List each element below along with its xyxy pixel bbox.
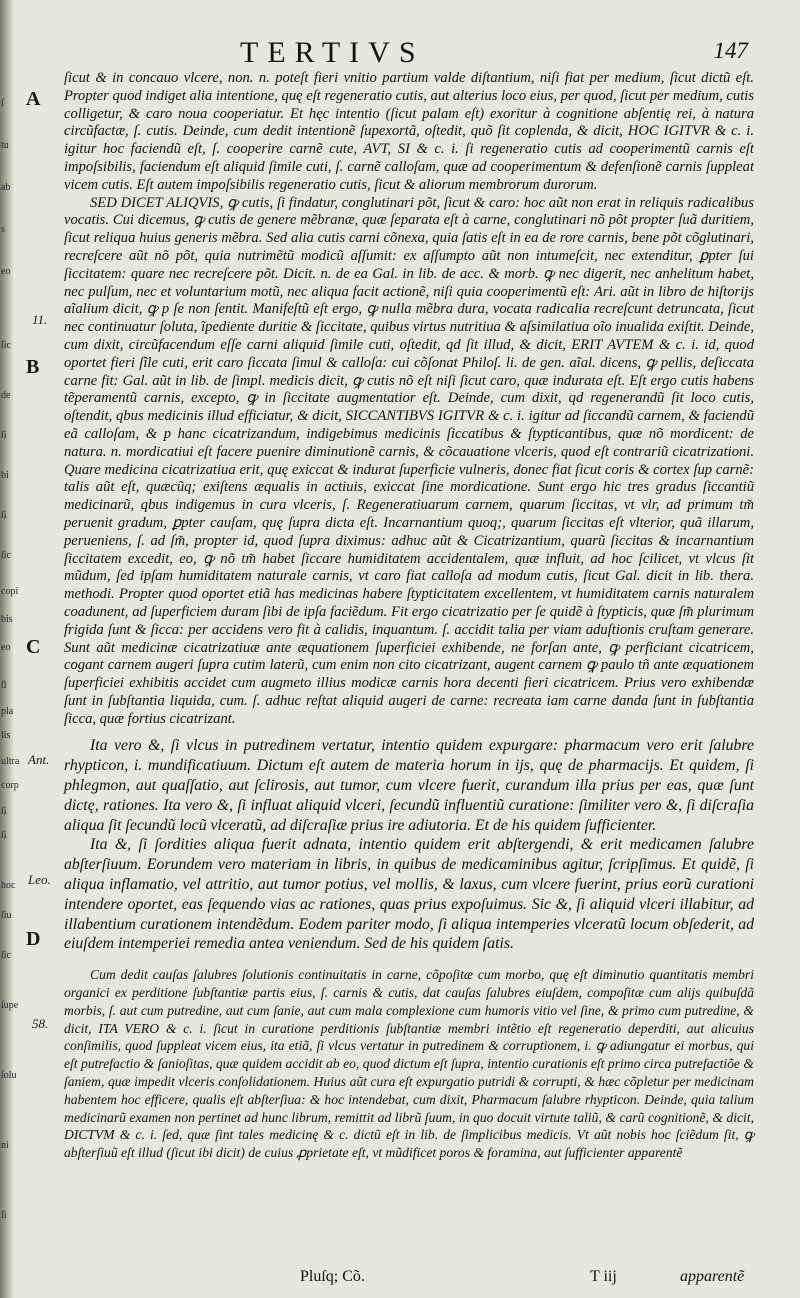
bleed-fragment: pla — [1, 706, 14, 717]
margin-note-ant: Ant. — [28, 752, 50, 767]
bleed-fragment: ſl — [1, 680, 7, 691]
margin-note-11: 11. — [32, 312, 48, 327]
bleed-fragment: hoc — [1, 880, 16, 891]
bleed-fragment: lis — [1, 730, 11, 741]
bleed-fragment: ſic — [1, 340, 11, 351]
margin-letter-c: C — [26, 636, 41, 658]
page-header — [0, 30, 800, 70]
margin-letter-b: B — [26, 356, 40, 378]
bleed-fragment: copi — [1, 586, 19, 597]
bleed-fragment: ſi — [1, 1210, 7, 1221]
bleed-fragment: ni — [1, 1140, 9, 1151]
running-title: TERTIVS — [240, 36, 425, 69]
bleed-fragment: ſupe — [1, 1000, 19, 1011]
page-footer — [0, 1268, 800, 1294]
bleed-fragment: tu — [1, 140, 9, 151]
margin-letter-a: A — [26, 88, 41, 110]
margin-letter-d: D — [26, 928, 41, 950]
bleed-fragment: eo — [1, 266, 11, 277]
bleed-fragment: ab — [1, 182, 11, 193]
bleed-fragment: ſic — [1, 550, 11, 561]
bleed-fragment: ſiu — [1, 910, 12, 921]
signature-mark: T iij — [590, 1268, 617, 1285]
bleed-fragment: corp — [1, 780, 19, 791]
bleed-fragment: eo — [1, 642, 11, 653]
galen-text-paragraph-1: Ita vero &, ſi vlcus in putredinem vertatur, intentio quidem expurgare: pharmacum vero erit ſalubre rhypticon, i. mundificatiuum. Dictum eſt autem de materia horum in ijs, quę de pharmacijs. Et quidem, ſi phlegmon, aut quaſſatio, aut ſclirosis, aut tumor, cum vlcere fuerit, curandum illa prius per eas, quæ ſunt dictę, rationes. Ita vero &, ſi influat aliquid vlceri, ſecundũ influentiũ curatione: ſimiliter vero &, ſi diſcraſia aliqua ſit ſecundũ locũ vlceratũ, ad diſcraſiæ prius ire adiutoria. Et de his quidem ſufficienter. — [64, 737, 754, 834]
bleed-fragment: ſi — [1, 830, 7, 841]
bleed-fragment: ultra — [1, 756, 20, 767]
bleed-fragment: s — [1, 224, 5, 235]
margin-note-leo: Leo. — [28, 872, 51, 887]
bleed-fragment: ſi — [1, 806, 7, 817]
catchword-right: apparentẽ — [680, 1268, 745, 1285]
galen-text-paragraph-2: Ita &, ſi ſordities aliqua fuerit adnata, intentio quidem erit abſtergendi, & erit medicamen ſalubre abſterſiuum. Eorundem vero materiam in libris, in quibus de medicaminibus agitur, ſcripſimus. Et quidẽ, ſi aliqua inflamatio, vel attritio, aut tumor potius, vel mollis, & laxus, cum vlcere fuerint, prius eorũ curationi intendere oportet, eas ſequendo vias ac rationes, quas prius expoſuimus. Sic &, ſi aliquid vlceri illabitur, ad illabentium curationem intendẽdum. Eodem pariter modo, ſi aliqua intemperies vlceratũ locum obſederit, ad eiuſdem intemperiei remedia antea veniendum. Sed de his quidem ſatis. — [64, 836, 754, 953]
catchword-left: Pluſq; Cõ. — [300, 1268, 365, 1285]
bleed-fragment: bis — [1, 614, 13, 625]
page-number: 147 — [713, 38, 748, 63]
main-text-column — [64, 70, 754, 1162]
bleed-fragment: ſ — [1, 98, 4, 109]
bleed-fragment: ſolu — [1, 1070, 17, 1081]
commentary-paragraph-1: ſicut & in concauo vlcere, non. n. poteſt fieri vnitio partium valde diſtantium, niſi fiat per medium, ſicut dictũ eſt. Propter quod indiget alia intentione, quę eſt regeneratio cutis, aut alterius loco eius, per quod, ſicut per medium, cutis colligetur, & caro noua cooperiatur. Et hęc intentio (ſicut palam eſt) exoritur à cognitione abſentię rei, à natura circũfactæ, ſ. cutis. Deinde, cum dedit intentionẽ ſupexortã, oſtedit, quõ ſit coplenda, & dicit, HOC IGITVR & c. i. igitur hoc faciendũ eſt, ſ. cooperire carnẽ cute, AVT, SI & c. i. ſi regeneratio cutis ad cooperimentũ carnis eſt impoſsibilis, faciendum eſt aliquid ſimile cuti, ſ. carnẽ calloſam, quæ ad cooperimentum & defenſionẽ carnis ſuppleat vicem cutis. Eſt autem impoſsibilis regeneratio cutis, ſicut & aliorum membrorum durorum. — [64, 70, 754, 193]
bleed-fragment: bi — [1, 470, 9, 481]
commentary-paragraph-3: Cum dedit cauſas ſalubres ſolutionis continuitatis in carne, cõpoſitæ cum morbo, quę eſt diminutio quantitatis membri organici ex perditione ſubſtantiæ partis eius, ſ. carnis & cutis, dat cauſas ſalubres eiuſdem, compoſitæ cum alijs quibuſdã morbis, ſ. aut cum putredine, aut cum ſanie, aut cum mala complexione cum humoris vitio vel ſine, & primo cum putredine, & dicit, ITA VERO & c. i. ſicut in curatione perditionis ſubſtantiæ membri intẽtio eſt regeneratio deperditi, aut alicuius conſimilis, quod ſuppleat vicem eius, ita etiã, ſi vlcus vertatur in putredinem & corruptionem, i. ꝙ adiungatur ei morbus, qui eſt putrefactio & ſanioſitas, quæ quidem accidit ab eo, quod dictum eſt ſupra, intentio curationis eſt primo circa putrefactiõe & ſaniem, quæ impedit vlceris conſolidationem. Huius aũt cura eſt expurgatio putridi & corrupti, & hæc cõpletur per medicinam habentem hoc efficere, qualis eſt abſterſiua: & hoc intendebat, cum dixit, Pharmacum ſalubre rhypticon. Deinde, quia talium medicinarũ examen non pertinet ad hunc librum, remittit ad librũ ſuum, in quo docuit virtute taliũ, & carũ cognitionẽ, & dicit, DICTVM & c. i. ſed, quæ ſint tales medicinę & c. dictũ eſt in lib. de ſimplicibus medicis. Vt aũt nobis hoc ſciẽdum ſit, ꝙ abſterſiuũ eſt illud (ſicut ibi dicit) de cuius ꝓprietate eſt, vt mũdificet poros & foramina, aut ſufficienter apparentẽ — [64, 967, 754, 1161]
bleed-fragment: ſi — [1, 430, 7, 441]
margin-note-58: 58. — [32, 1016, 49, 1031]
facing-page-bleed — [0, 0, 26, 1298]
bleed-fragment: de — [1, 390, 11, 401]
bleed-fragment: ſi — [1, 510, 7, 521]
bleed-fragment: ſic — [1, 950, 11, 961]
commentary-paragraph-2: SED DICET ALIQVIS, ꝙ cutis, ſi findatur, conglutinari põt, ſicut & caro: hoc aũt non erat in reliquis radicalibus vocatis. Cui dicemus, ꝙ cutis de genere mẽbranæ, quæ ſeparata eſt à carne, conglutinari nõ põt propter ſuã duritiem, ſicut reliqua huius generis mẽbra. Sed alia cutis carni cõnexa, quia ſatis eſt in ea de rore carnis, bene põt cõglutinari, recreſcere aũt nõ põt, quia nutrimẽtũ modicũ aſſumit: ex aſſumpto aũt non intumeſcit, nec extenditur, ꝑpter ſui ſiccitatem: quare nec recreſcere põt. Dicit. n. de ea Gal. in lib. de acc. & morb. ꝙ nec digerit, nec anhelitum habet, nec pulſum, nec et voluntarium motũ, nec aliqua facit actionẽ, niſi quia cooperimentũ eſt: Ari. aũt in libro de hiſtorijs aĩalium dicit, ꝙ p ſe non ſentit. Manifeſtũ eſt ergo, ꝙ nulla mẽbra dura, vocata radicalia recreſcunt detruncata, ſicut nec continuatur ſoluta, ĩpediente duritie & ſiccitate, quibus virtus nutritiua & aſsimilatiua oĩo inualida exiſtit. Deinde, cum dixit, circũfacendum eſſe carni aliquid ſimile cuti, oſtedit, qd ſit illud, & dicit, ERIT AVTEM & c. i. id, quod oportet fieri ſĩle cuti, erit caro ſiccata ſimul & calloſa: cui cõſonat Philoſ. li. de gen. aĩal. dicens, ꝙ pellis, deſiccata carne fit: Gal. aũt in lib. de ſimpl. medicis dicit, ꝙ cutis nõ eſt niſi ſicut caro, quæ indurata eſt. Eſt ergo cutis habens tẽperamentũ carnis, excepto, ꝙ in ſiccitate augmentatior eſt. Deinde, cum dixit, qd regenerandũ ſit loco cutis, oſtendit, qbus medicinis illud efficiatur, & dicit, SICCANTIBVS IGITVR & c. i. igitur ad ſiccandũ carnem, & faciendũ eã calloſam, & p hanc cicatrizandum, indigebimus medicinis ſiccatibus & ſtypticantibus, quæ nõ mordicent: de natura. n. mordicatiui eſt facere puenire diminutionẽ carnis, & cõcauatione vlceris, quod eſt contrariũ cicatrizationi. Quare medicina cicatrizatiua erit, quę exiccat & indurat ſuperficie vulneris, donec fiat ſicut coris & cortex ſup carnẽ: talis aũt eſt, quæcũq; exiſtens æqualis in actiuis, exiccat ſine mordicatione. Sunt ergo hic tres gradus ſiccantiũ medicinarũ, qbus indigemus in cura vlceris, ſ. Regeneratiuarum carnem, quarum ſiccitas, vt vlr, ad primum tm̃ peruenit gradum, ꝑpter cauſam, quę ſupra dicta eſt. Incarnantium quoq;, quarum ſiccitas eſt vlterior, quã illarum, perueniens, ſ. ad ſm̃, propter id, quod ſupra diximus: adhuc aũt & Cicatrizantium, quarũ ſiccitas & incarnantium ſiccitatem excedit, eo, ꝙ nõ tm̃ habet ſiccare humiditatem accidentalem, quæ influit, ad hoc ſcilicet, vt vlcus ſit mũdum, ſed ipſam humiditatem naturale carnis, vt caro fiat calloſa ad modum cutis, ſicut Gal. dicit in lib. thera. methodi. Propter quod oportet etiã has medicinas habere ſtypticitatem excellentem, vt humiditatem carnis naturalem coadunent, ad ſuperficiem duram ſibi de ipſa faciẽdum. Fit ergo cicatrizatio per ſe quidẽ à ſtypticis, quæ ſm̃ plurimum frigida ſunt & ſicca: per accidens vero fit à calidis, inquantum. ſ. accidit talia per viam aduſtionis cruſtam generare. Sunt aũt medicinæ cicatrizatiuæ ante æquationem ſuperficiei exhibende, ne forſan ante, ꝙ perficiant cicatricem, cogant carnem augeri ſupra cutim laterũ, cum enim non cito cicatrizant, augent carnem ꝙ paulo tñ ante æquationem ſuperficiei exhibitis accidet cum augmeto illius modicæ carnis hora decenti fieri cicatricem. Prius vero exhibendæ ſunt in ſubſtantia liquida, cum. ſ. adhuc reſtat aliquid augeri de carne: recreata iam carne danda ſunt in ſubſtantia ſicca, quæ fortius cicatrizant. — [64, 194, 754, 727]
